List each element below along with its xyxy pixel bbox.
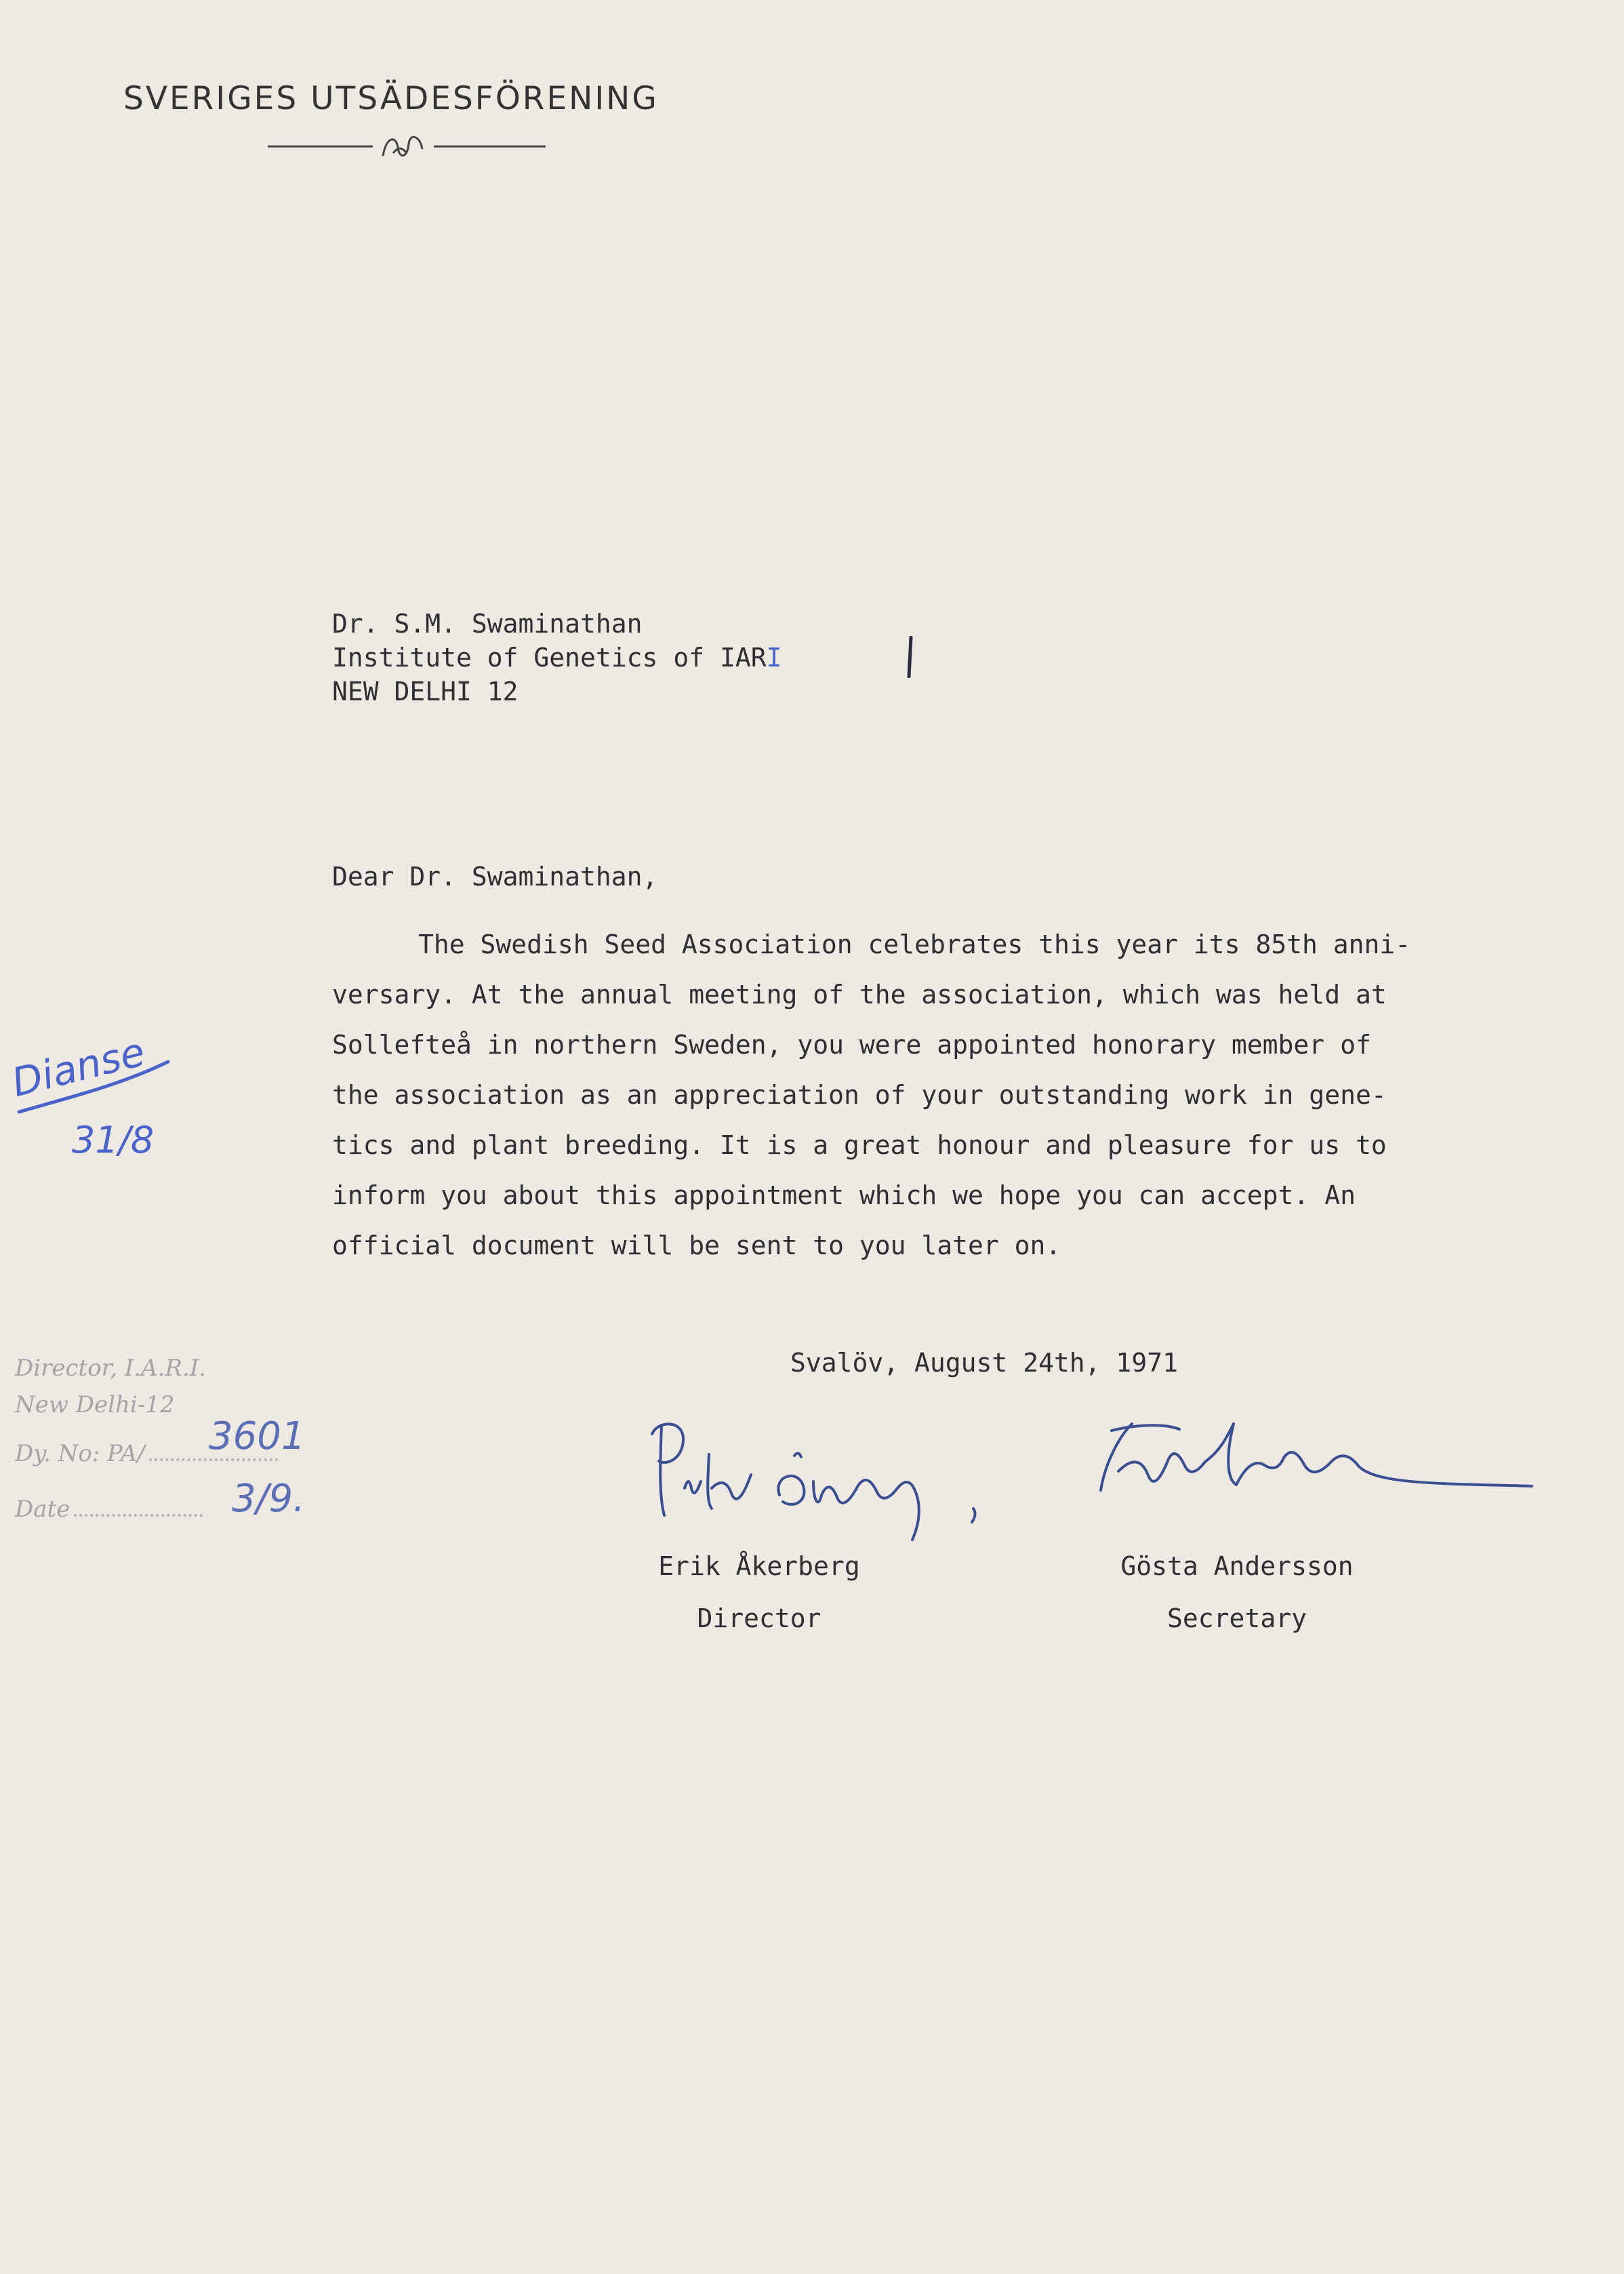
stamp-date: Date <box>15 1496 203 1523</box>
body-line: inform you about this appointment which we hope you can accept. An <box>332 1180 1356 1210</box>
recipient-institute-last-letter: I <box>766 643 782 673</box>
salutation: Dear Dr. Swaminathan, <box>332 862 658 892</box>
signatory-title: Secretary <box>1167 1603 1307 1633</box>
recipient-name: Dr. S.M. Swaminathan <box>332 609 643 639</box>
stamp-line2: New Delhi-12 <box>15 1391 175 1418</box>
dotted-line <box>149 1458 278 1461</box>
margin-note-text: Dianse <box>7 1028 150 1106</box>
letter-body <box>332 919 1511 1271</box>
signature-erik-akerberg <box>644 1414 996 1549</box>
dy-no-handwritten: 3601 <box>209 1414 306 1458</box>
signatory-name: Erik Åkerberg <box>658 1551 860 1581</box>
body-line: Sollefteå in northern Sweden, you were appointed honorary member of <box>332 1030 1371 1060</box>
margin-note-date: 31/8 <box>72 1119 155 1161</box>
date-handwritten: 3/9. <box>232 1477 305 1521</box>
signature-gosta-andersson <box>1091 1410 1539 1512</box>
dotted-line <box>74 1514 203 1517</box>
signatory-title: Director <box>697 1603 821 1633</box>
body-line: The Swedish Seed Association celebrates this year its 85th anni- <box>418 930 1411 959</box>
stamp-line1: Director, I.A.R.I. <box>15 1355 207 1382</box>
recipient-city: NEW DELHI 12 <box>332 677 519 706</box>
stamp-dy-no: Dy. No: PA/ <box>15 1440 278 1467</box>
received-stamp <box>15 1355 381 1538</box>
recipient-address <box>332 607 781 709</box>
letterhead-title: SVERIGES UTSÄDESFÖRENING <box>123 80 659 117</box>
recipient-institute: Institute of Genetics of IARI <box>332 643 782 673</box>
body-line: the association as an appreciation of your outstanding work in gene- <box>332 1080 1387 1110</box>
fleuron-ornament-icon <box>268 129 546 164</box>
pen-mark-icon <box>905 636 914 678</box>
margin-note <box>5 1017 182 1166</box>
body-line: tics and plant breeding. It is a great honour and pleasure for us to <box>332 1130 1387 1160</box>
body-line: versary. At the annual meeting of the association, which was held at <box>332 980 1387 1010</box>
signatory-name: Gösta Andersson <box>1120 1551 1354 1581</box>
body-line: official document will be sent to you later on. <box>332 1231 1061 1260</box>
dateline: Svalöv, August 24th, 1971 <box>790 1348 1178 1378</box>
